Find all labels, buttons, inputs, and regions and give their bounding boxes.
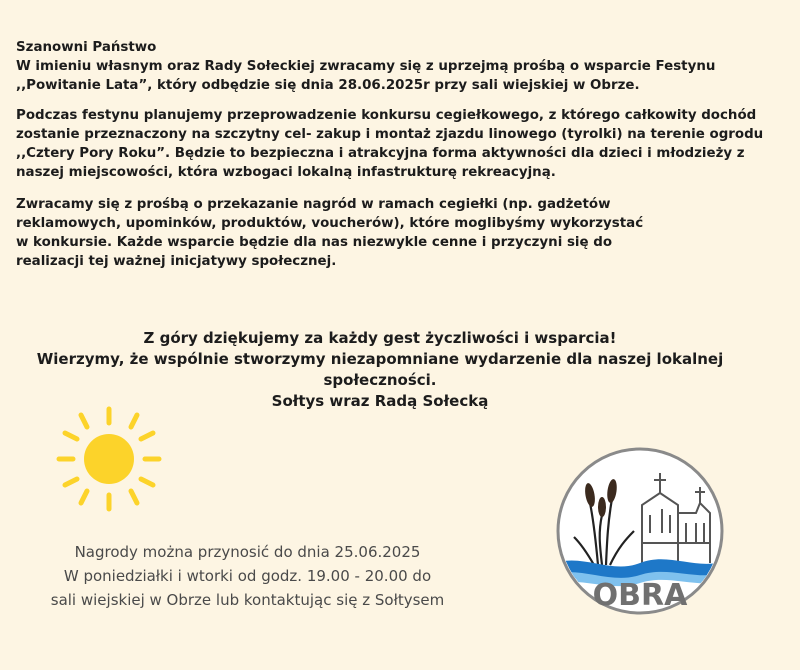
paragraph-line: ,,Powitanie Lata”, który odbędzie się dnia 28.06.2025r przy sali wiejskiej w Obrze. (16, 78, 640, 93)
paragraph-festival-request (16, 57, 791, 95)
paragraph-line: realizacji tej ważnej inicjatywy społecznej. (16, 254, 337, 269)
logo-text: OBRA (592, 578, 688, 613)
notice-deadline: Nagrody można przynosić do dnia 25.06.2025 (74, 543, 421, 561)
paragraph-line: w konkursie. Każde wsparcie będzie dla nas niezwykle cenne i przyczyni się do (16, 235, 613, 250)
paragraph-line: reklamowych, upominków, produktów, voucherów), które moglibyśmy wykorzystać (16, 216, 644, 231)
paragraph-prize-request (16, 195, 791, 271)
closing-belief-end: społeczności. (323, 371, 437, 389)
prize-dropoff-notice (20, 540, 475, 612)
notice-hours: W poniedziałki i wtorki od godz. 19.00 - 20.00 do (63, 567, 432, 585)
notice-location: sali wiejskiej w Obrze lub kontaktując się z Sołtysem (50, 591, 445, 609)
paragraph-line: zostanie przeznaczony na szczytny cel- zakup i montaż zjazdu linowego (tyrolki) na terenie ogrodu (16, 127, 764, 142)
closing-belief: Wierzymy, że wspólnie stworzymy niezapomniane wydarzenie dla naszej lokalnej (36, 350, 724, 368)
paragraph-line: Podczas festynu planujemy przeprowadzenie konkursu cegiełkowego, z którego całkowity dochód (16, 108, 757, 123)
greeting: Szanowni Państwo (16, 40, 157, 55)
sun-icon (55, 405, 163, 513)
closing-thanks: Z góry dziękujemy za każdy gest życzliwości i wsparcia! (143, 329, 617, 347)
paragraph-line: Zwracamy się z prośbą o przekazanie nagród w ramach cegiełki (np. gadżetów (16, 197, 611, 212)
paragraph-line: W imieniu własnym oraz Rady Sołeckiej zwracamy się z uprzejmą prośbą o wsparcie Festynu (16, 59, 716, 74)
paragraph-contest-plan (16, 106, 791, 182)
signature: Sołtys wraz Radą Sołecką (271, 392, 489, 410)
closing-statement (0, 328, 760, 412)
obra-logo (550, 443, 730, 618)
letter-body (16, 38, 791, 271)
paragraph-line: ,,Cztery Pory Roku”. Będzie to bezpieczna i atrakcyjna forma aktywności dla dzieci i młodzieży z (16, 146, 745, 161)
paragraph-line: naszej miejscowości, która wzbogaci lokalną infastrukturę rekreacyjną. (16, 165, 556, 180)
